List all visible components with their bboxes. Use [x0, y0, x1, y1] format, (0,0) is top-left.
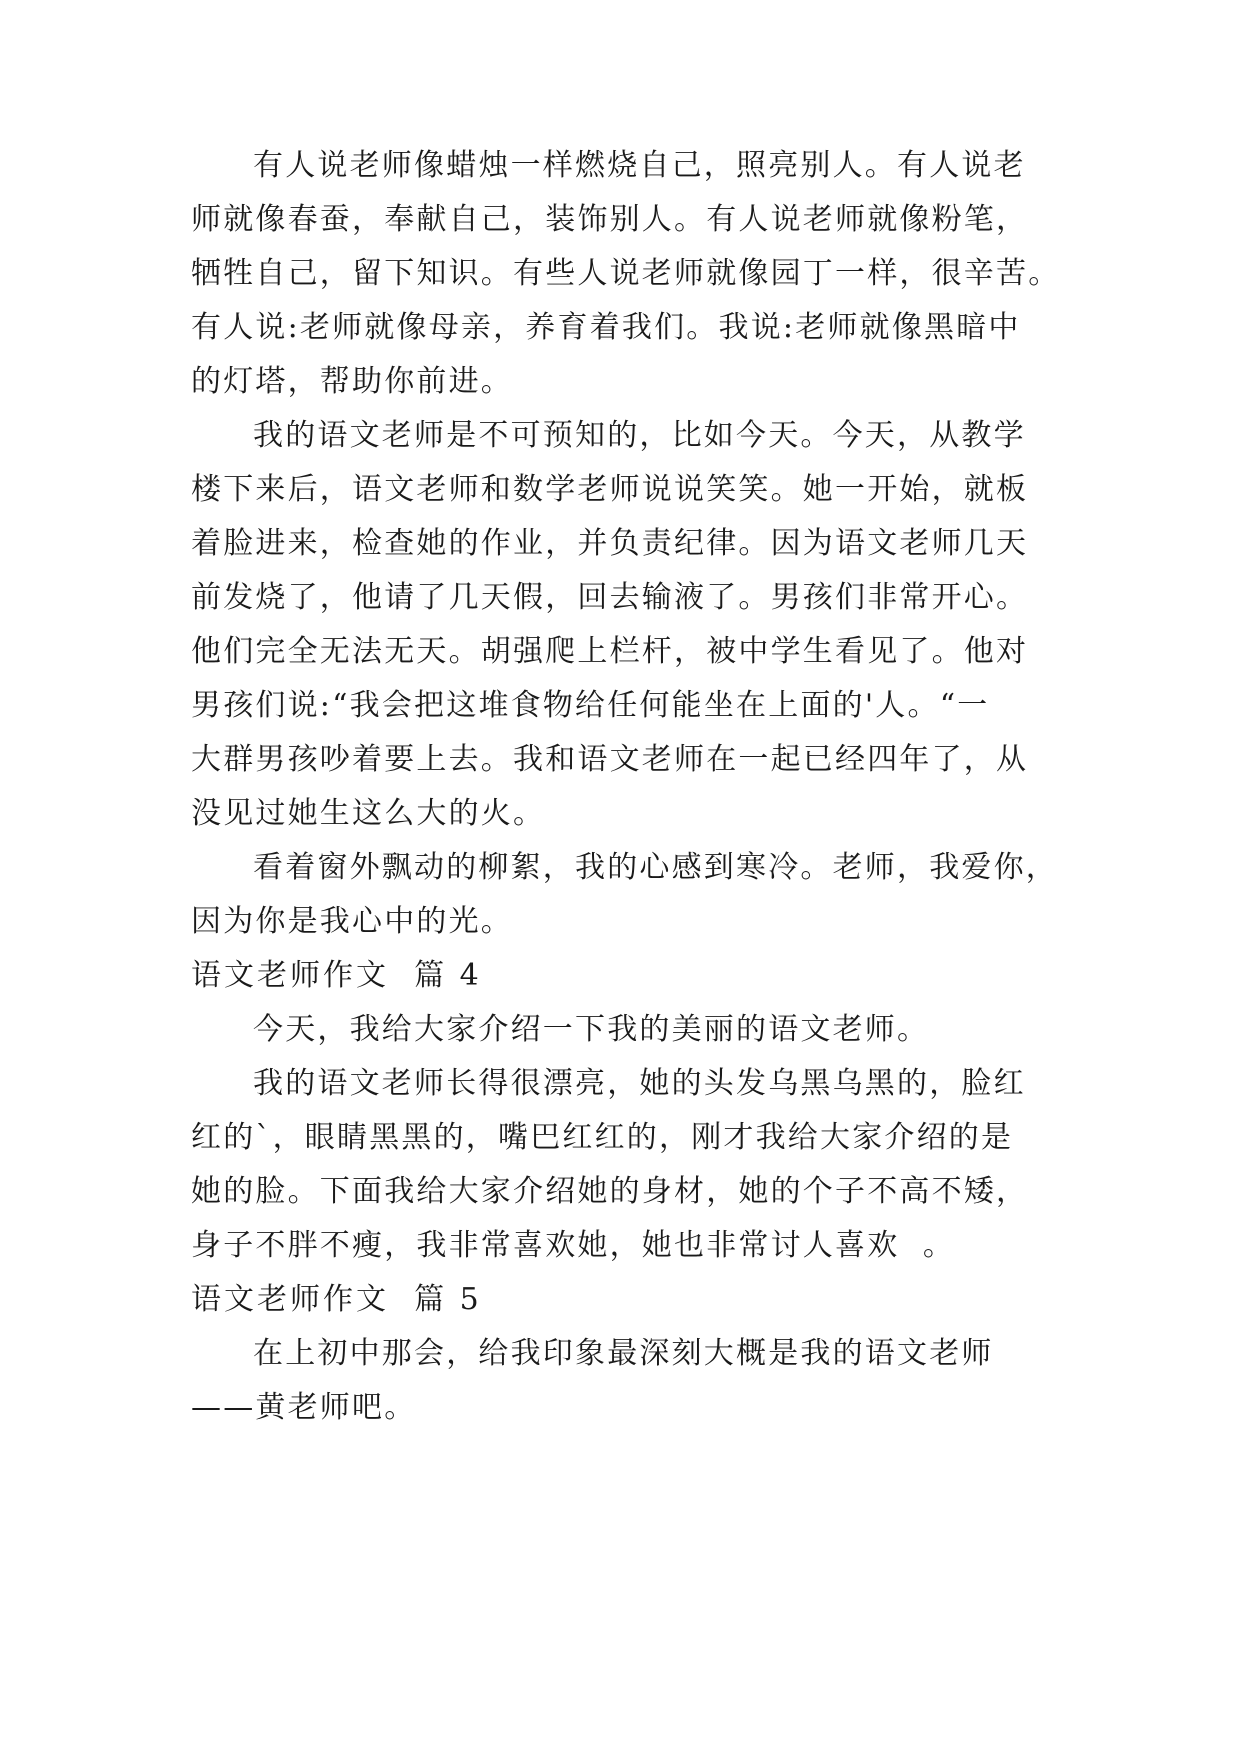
paragraph-1-line-3: 牺牲自己，留下知识。有些人说老师就像园丁一样，很辛苦。 [191, 256, 1061, 291]
paragraph-1-line-5: 的灯塔，帮助你前进。 [191, 364, 513, 399]
paragraph-5-line-2: 红的`，眼睛黑黑的，嘴巴红红的，刚才我给大家介绍的是 [191, 1120, 1014, 1155]
paragraph-5-line-1: 我的语文老师长得很漂亮，她的头发乌黑乌黑的，脸红 [253, 1066, 1026, 1101]
paragraph-2-line-6: 男孩们说:“我会把这堆食物给任何能坐在上面的'人。“一 [191, 688, 990, 723]
paragraph-2-line-8: 没见过她生这么大的火。 [191, 796, 546, 831]
paragraph-2-line-1: 我的语文老师是不可预知的，比如今天。今天，从教学 [253, 418, 1026, 453]
section-heading-4: 语文老师作文 篇 4 [191, 958, 482, 993]
paragraph-3-line-2: 因为你是我心中的光。 [191, 904, 513, 939]
paragraph-2-line-3: 着脸进来，检查她的作业，并负责纪律。因为语文老师几天 [191, 526, 1029, 561]
paragraph-1-line-2: 师就像春蚕，奉献自己，装饰别人。有人说老师就像粉笔， [191, 202, 1029, 237]
paragraph-1-line-4: 有人说:老师就像母亲，养育着我们。我说:老师就像黑暗中 [191, 310, 1021, 345]
paragraph-3-line-1: 看着窗外飘动的柳絮，我的心感到寒冷。老师，我爱你， [253, 850, 1058, 885]
paragraph-2-line-4: 前发烧了，他请了几天假，回去输液了。男孩们非常开心。 [191, 580, 1029, 615]
paragraph-6-line-1: 在上初中那会，给我印象最深刻大概是我的语文老师 [253, 1336, 994, 1371]
section-heading-5: 语文老师作文 篇 5 [191, 1282, 482, 1317]
paragraph-4-line-1: 今天，我给大家介绍一下我的美丽的语文老师。 [253, 1012, 930, 1047]
paragraph-1-line-1: 有人说老师像蜡烛一样燃烧自己，照亮别人。有人说老 [253, 148, 1026, 183]
paragraph-2-line-7: 大群男孩吵着要上去。我和语文老师在一起已经四年了，从 [191, 742, 1029, 777]
paragraph-5-line-3: 她的脸。下面我给大家介绍她的身材，她的个子不高不矮， [191, 1174, 1029, 1209]
paragraph-6-line-2: ——黄老师吧。 [191, 1390, 417, 1425]
paragraph-2-line-5: 他们完全无法无天。胡强爬上栏杆，被中学生看见了。他对 [191, 634, 1029, 669]
paragraph-2-line-2: 楼下来后，语文老师和数学老师说说笑笑。她一开始，就板 [191, 472, 1029, 507]
paragraph-5-line-4: 身子不胖不瘦，我非常喜欢她，她也非常讨人喜欢 。 [191, 1228, 956, 1263]
